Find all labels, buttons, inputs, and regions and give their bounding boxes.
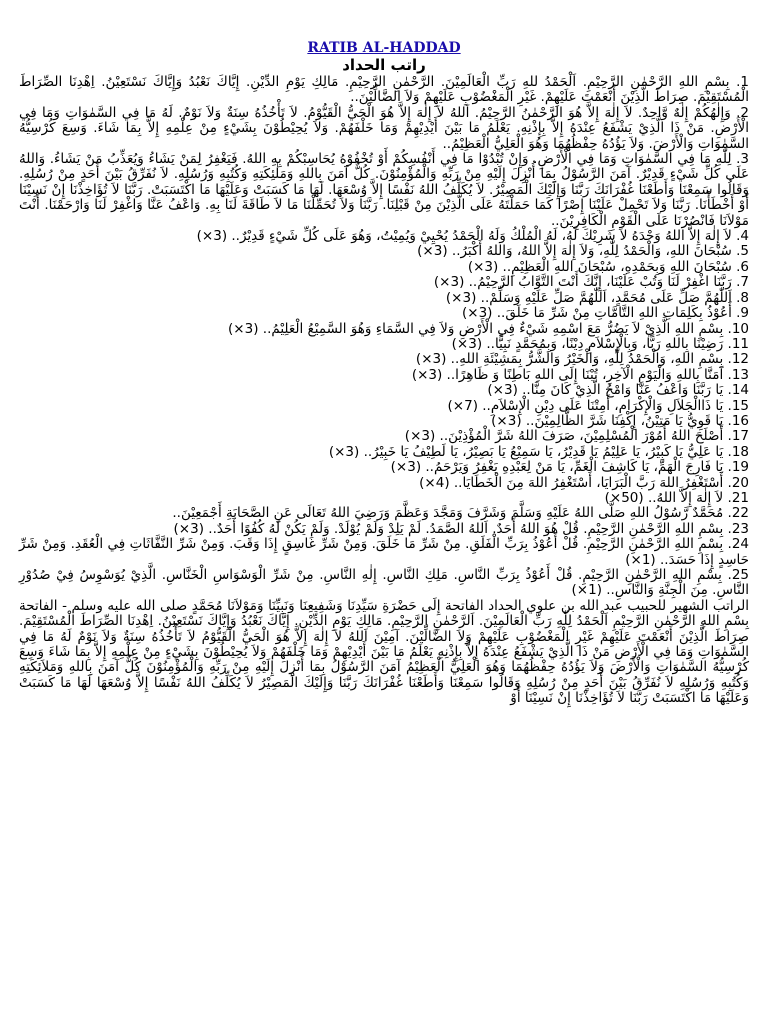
paragraph-11: 11. رَضِيْنَا بِاللهِ رَبًّا، وَبِالْإِسْلاَمِ دِيْنًا، وَبِمُحَمَّدٍ نَبِيًّا.. (3×) — [451, 335, 749, 352]
paragraph-6: 6. سُبْحَانَ اللهِ وَبِحَمْدِهِ، سُبْحَانَ اللهِ الْعَظِيْمِ.. (3×) — [467, 258, 749, 275]
paragraph-24: 24. بِسْمِ اللهِ الرَّحْمٰنِ الرَّحِيْمِ. قُلْ أَعُوْذُ بِرَبِّ الْفَلَقِ. مِنْ شَرِّ مَا خَلَقَ. وَمِنْ شَرِّ غَاسِقٍ إِذَا وَقَبَ. وَمِنْ شَرِّ النَّفَّاثَاتِ فِي الْعُقَدِ. وَمِنْ شَرِّ حَاسِدٍ إِذَا حَسَدَ.. (1×) — [19, 536, 749, 568]
paragraph-19: 19. يَا فَارِجَ الْهَمِّ، يَا كَاشِفَ الْغَمِّ، يَا مَنْ لِعَبْدِهِ يَغْفِرُ وَيَرْحَمُ.. (3×) — [390, 459, 749, 476]
paragraph-4: 4. لاَ إِلٰهَ إِلاَّ اللهُ وَحْدَهُ لاَ شَرِيْكَ لَهُ، لَهُ الْمُلْكُ وَلَهُ الْحَمْدُ يُحْيِيْ وَيُمِيْتُ، وَهُوَ عَلَى كُلِّ شَيْءٍ قَدِيْرٌ.. (3×) — [196, 228, 749, 245]
paragraph-closing: الراتب الشهير للحبيب عبد الله بن علوي الحداد الفاتحة إِلَى حَضْرَةِ سَيِّدِنَا وَشَفِيعِنَا وَنَبِيِّنَا وَمَوْلاَنَا مُحَمَّدٍ صلى الله عليه وسلم - الفاتحة بِسْمِ اللهِ الرَّحْمٰنِ الرَّحِيْمِ اَلْحَمْدُ لِلّٰهِ رَبِّ الْعَالَمِيْنَ. اَلرَّحْمٰنِ الرَّحِيْمِ. مَالِكِ يَوْمِ الدِّيْنِ. إِيَّاكَ نَعْبُدُ وَإِيَّاكَ نَسْتَعِيْنُ. اِهْدِنَا الصِّرَاطَ الْمُسْتَقِيْمَ. صِرَاطَ الَّذِيْنَ أَنْعَمْتَ عَلَيْهِمْ غَيْرِ الْمَغْضُوْبِ عَلَيْهِمْ وَلاَ الضَّالِّيْنَ. آمِيْنَ اَللهُ لاَ إِلٰهَ إِلاَّ هُوَ الْحَيُّ الْقَيُّوْمُ لاَ تَأْخُذُهُ سِنَةٌ وَلاَ نَوْمٌ لَهُ مَا فِي السَّمٰوَاتِ وَمَا فِي الْأَرْضِ مَنْ ذَا الَّذِيْ يَشْفَعُ عِنْدَهُ إِلاَّ بِإِذْنِهِ يَعْلَمُ مَا بَيْنَ أَيْدِيْهِمْ وَمَا خَلْفَهُمْ وَلاَ يُحِيْطُوْنَ بِشَيْءٍ مِنْ عِلْمِهِ إِلاَّ بِمَا شَاءَ وَسِعَ كُرْسِيُّهُ السَّمٰوَاتِ وَالْأَرْضَ وَلاَ يَؤُدُهُ حِفْظُهُمَا وَهُوَ الْعَلِيُّ الْعَظِيْمُ آمَنَ الرَّسُوْلُ بِمَا أُنْزِلَ إِلَيْهِ مِنْ رَبِّهِ وَالْمُؤْمِنُوْنَ كُلٌّ آمَنَ بِاللهِ وَمَلاَئِكَتِهِ وَكُتُبِهِ وَرُسُلِهِ لاَ نُفَرِّقُ بَيْنَ أَحَدٍ مِنْ رُسُلِهِ وَقَالُوا سَمِعْنَا وَأَطَعْنَا غُفْرَانَكَ رَبَّنَا وَإِلَيْكَ الْمَصِيْرُ لاَ يُكَلِّفُ اللهُ نَفْسًا إِلاَّ وُسْعَهَا لَهَا مَا كَسَبَتْ وَعَلَيْهَا مَا اكْتَسَبَتْ رَبَّنَا لاَ تُؤَاخِذْنَا إِنْ نَسِيْنَا أَوْ — [19, 597, 749, 707]
paragraph-25: 25. بِسْمِ اللهِ الرَّحْمٰنِ الرَّحِيْمِ. قُلْ أَعُوْذُ بِرَبِّ النَّاسِ. مَلِكِ النَّاسِ. إِلٰهِ النَّاسِ. مِنْ شَرِّ الْوَسْوَاسِ الْخَنَّاسِ. الَّذِيْ يُوَسْوِسُ فِيْ صُدُوْرِ النَّاسِ. مِنَ الْجِنَّةِ وَالنَّاسِ.. (1×) — [19, 567, 749, 599]
paragraph-17: 17. أَصْلَحَ اللهُ أُمُوْرَ الْمُسْلِمِيْنَ، صَرَفَ اللهُ شَرَّ الْمُؤْذِيْنَ.. (3×) — [404, 428, 749, 445]
paragraph-15: 15. يَا ذَاالْجَلاَلِ وَالْإِكْرَامِ، أَمِتْنَا عَلَى دِيْنِ الْإِسْلاَمِ.. (7×) — [447, 397, 749, 414]
paragraph-22: 22. مُحَمَّدٌ رَّسُوْلُ اللهِ صَلَّى اللهُ عَلَيْهِ وَسَلَّمَ وَشَرَّفَ وَمَجَّدَ وَعَظَّمَ وَرَضِيَ اللهُ تَعَالَى عَنِ الصَّحَابَةِ أَجْمَعِيْنَ.. — [172, 505, 749, 522]
paragraph-8: 8. اَللّٰهُمَّ صَلِّ عَلَى مُحَمَّدٍ، اَللّٰهُمَّ صَلِّ عَلَيْهِ وَسَلِّمْ.. (3×) — [445, 289, 749, 306]
paragraph-2: 2. وَإِلٰهُكُمْ إِلٰهٌ وَّاحِدٌ. لاَ إِلٰهَ إِلاَّ هُوَ الرَّحْمٰنُ الرَّحِيْمُ. اَللهُ لاَ إِلٰهَ إِلاَّ هُوَ الْحَيُّ الْقَيُّوْمُ. لاَ تَأْخُذُهُ سِنَةٌ وَلاَ نَوْمٌ. لَهُ مَا فِي السَّمٰوَاتِ وَمَا فِي الْأَرْضِ. مَنْ ذَا الَّذِيْ يَشْفَعُ عِنْدَهُ إِلاَّ بِإِذْنِهِ. يَعْلَمُ مَا بَيْنَ أَيْدِيْهِمْ وَمَا خَلْفَهُمْ. وَلاَ يُحِيْطُوْنَ بِشَيْءٍ مِنْ عِلْمِهِ إِلاَّ بِمَا شَاءَ. وَسِعَ كُرْسِيُّهُ السَّمٰوَاتِ وَالْأَرْضَ. وَلاَ يَؤُدُهُ حِفْظُهُمَا وَهُوَ الْعَلِيُّ الْعَظِيْمُ.. — [19, 104, 749, 152]
paragraph-13: 13. آمَنَّا بِاللهِ وَالْيَوْمِ الْآخِرِ، تُبْنَا إِلَى اللهِ بَاطِنًا وَ ظَاهِرًا.. (3×) — [411, 366, 749, 383]
paragraph-1: 1. بِسْمِ اللهِ الرَّحْمٰنِ الرَّحِيْمِ. اَلْحَمْدُ للهِ رَبِّ الْعَالَمِيْنَ. الرَّحْمٰنِ الرَّحِيْمِ. مَالِكِ يَوْمِ الدِّيْنِ. إِيَّاكَ نَعْبُدُ وَإِيَّاكَ نَسْتَعِيْنُ. اِهْدِنَا الصِّرَاطَ الْمُسْتَقِيْمَ. صِرَاطَ الَّذِيْنَ أَنْعَمْتَ عَلَيْهِمْ. غَيْرِ الْمَغْضُوْبِ عَلَيْهِمْ وَلاَ الضَّالِّيْنَ.. — [19, 74, 749, 106]
paragraph-21: 21. لاَ إِلٰهَ إِلاَّ اللهُ.. (50×) — [604, 489, 749, 506]
document-body — [19, 75, 749, 707]
paragraph-16: 16. يَا قَوِيُّ يَا مَتِيْنُ، إِكْفِنَا شَرَّ الظَّالِمِيْنَ.. (3×) — [491, 412, 749, 429]
document-title-english[interactable]: RATIB AL-HADDAD — [307, 40, 461, 56]
paragraph-10: 10. بِسْمِ اللهِ الَّذِيْ لاَ يَضُرُّ مَعَ اسْمِهِ شَيْءٌ فِي الْأَرْضِ وَلاَ فِي السَّمَاءِ وَهُوَ السَّمِيْعُ الْعَلِيْمُ.. (3×) — [228, 320, 749, 337]
paragraph-12: 12. بِسْمِ اللهِ، وَالْحَمْدُ لِلّٰهِ، وَالْخَيْرُ وَالشَّرُّ بِمَشِيْئَةِ اللهِ.. (3×) — [415, 351, 749, 368]
paragraph-20: 20. أَسْتَغْفِرُ اللهَ رَبَّ الْبَرَايَا، أَسْتَغْفِرُ اللهَ مِنَ الْخَطَايَا.. (4×) — [419, 474, 749, 491]
paragraph-5: 5. سُبْحَانَ اللهِ، وَالْحَمْدُ لِلّٰهِ، وَلاَ إِلٰهَ إِلاَّ اللهُ، وَاللهُ أَكْبَرُ.. (3×) — [417, 243, 749, 260]
document-title-arabic: راتب الحداد — [342, 56, 426, 74]
paragraph-7: 7. رَبَّنَا اغْفِرْ لَنَا وَتُبْ عَلَيْنَا، إِنَّكَ أَنْتَ التَّوَّابُ الرَّحِيْمُ.. (3×) — [433, 274, 749, 291]
paragraph-3: 3. لِلّٰهِ مَا فِي السَّمٰوَاتِ وَمَا فِي الْأَرْضِ. وَإِنْ تُبْدُوْا مَا فِي أَنْفُسِكُمْ أَوْ تُخْفُوْهُ يُحَاسِبْكُمْ بِهِ اللهُ. فَيَغْفِرُ لِمَنْ يَشَاءُ وَيُعَذِّبُ مَنْ يَشَاءُ. وَاللهُ عَلَى كُلِّ شَيْءٍ قَدِيْرٌ. آمَنَ الرَّسُوْلُ بِمَا أُنْزِلَ إِلَيْهِ مِنْ رَبِّهِ وَالْمُؤْمِنُوْنَ. كُلٌّ آمَنَ بِاللهِ وَمَلٰئِكَتِهِ وَكُتُبِهِ وَرُسُلِهِ. لاَ نُفَرِّقُ بَيْنَ أَحَدٍ مِنْ رُسُلِهِ. وَقَالُوا سَمِعْنَا وَأَطَعْنَا غُفْرَانَكَ رَبَّنَا وَإِلَيْكَ الْمَصِيْرُ. لاَ يُكَلِّفُ اللهُ نَفْسًا إِلاَّ وُسْعَهَا. لَهَا مَا كَسَبَتْ وَعَلَيْهَا مَا اكْتَسَبَتْ. رَبَّنَا لاَ تُؤَاخِذْنَا إِنْ نَسِيْنَا أَوْ أَخْطَأْنَا. رَبَّنَا وَلاَ تَحْمِلْ عَلَيْنَا إِصْرًا كَمَا حَمَلْتَهُ عَلَى الَّذِيْنَ مِنْ قَبْلِنَا. رَبَّنَا وَلاَ تُحَمِّلْنَا مَا لاَ طَاقَةَ لَنَا بِهِ. وَاعْفُ عَنَّا وَاغْفِرْ لَنَا وَارْحَمْنَا. أَنْتَ مَوْلاَنَا فَانْصُرْنَا عَلَى الْقَوْمِ الْكَافِرِيْنَ.. — [19, 151, 749, 229]
paragraph-23: 23. بِسْمِ اللهِ الرَّحْمٰنِ الرَّحِيْمِ. قُلْ هُوَ اللهُ أَحَدٌ. اَللهُ الصَّمَدُ. لَمْ يَلِدْ وَلَمْ يُوْلَدْ. وَلَمْ يَكُنْ لَهُ كُفُوًا أَحَدٌ.. (3×) — [173, 520, 749, 537]
paragraph-9: 9. أَعُوْذُ بِكَلِمَاتِ اللهِ التَّامَّاتِ مِنْ شَرِّ مَا خَلَقَ.. (3×) — [461, 305, 749, 322]
paragraph-18: 18. يَا عَلِيُّ يَا كَبِيْرُ، يَا عَلِيْمُ يَا قَدِيْرُ، يَا سَمِيْعُ يَا بَصِيْرُ، يَا لَطِيْفُ يَا خَبِيْرُ.. (3×) — [328, 443, 749, 460]
paragraph-14: 14. يَا رَبَّنَا وَاعْفُ عَنَّا وَامْحُ الَّذِيْ كَانَ مِنَّا.. (3×) — [487, 382, 749, 399]
